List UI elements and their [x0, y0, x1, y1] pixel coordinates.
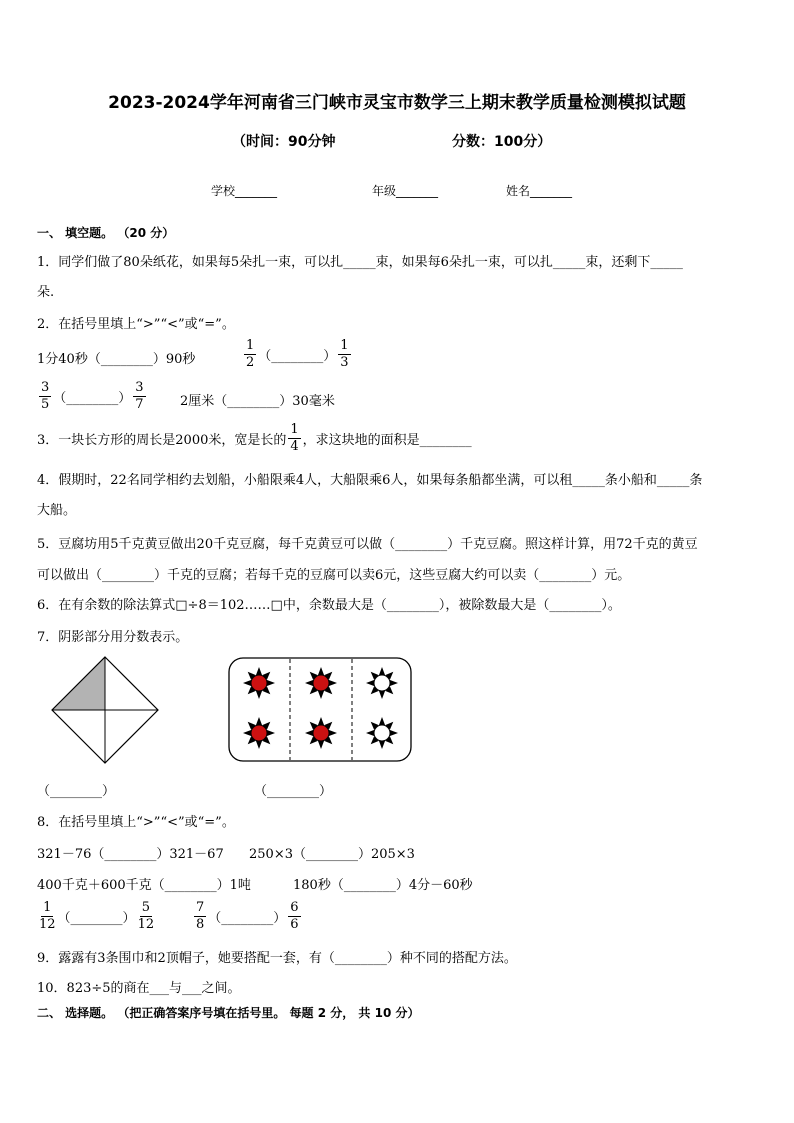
name-field: 姓名_______	[506, 184, 573, 198]
fraction: $\frac{6}{6}$	[290, 900, 299, 932]
fraction: $\frac{7}{8}$	[196, 900, 205, 932]
section-2-heading: 二、 选择题。 （把正确答案序号填在括号里。 每题 2 分， 共 10 分）	[37, 1006, 420, 1020]
fraction: $\frac{1}{3}$	[340, 338, 349, 370]
sun-icon-filled	[243, 667, 275, 699]
q8-row3-a	[37, 900, 156, 933]
q2-item-c	[37, 380, 148, 413]
q3	[37, 422, 472, 455]
q7-stem: 7．阴影部分用分数表示。	[37, 630, 189, 645]
sun-icon-empty	[366, 717, 398, 749]
q4-line1: 4．假期时，22名同学相约去划船，小船限乘4人，大船限乘6人，如果每条船都坐满，可以租_____条小船和_____条	[37, 473, 703, 488]
answer-blank: （________）	[258, 349, 337, 364]
q8-row1-a: 321－76（________）321－67	[37, 847, 224, 862]
answer-blank: （________）	[53, 391, 132, 406]
exam-score: 分数：100分）	[452, 134, 552, 150]
q8-row1-b: 250×3（________）205×3	[249, 847, 415, 862]
answer-blank: （________）	[57, 911, 136, 926]
q3-text-end: ，求这块地的面积是________	[302, 433, 472, 448]
exam-time: （时间：90分钟	[232, 134, 336, 150]
sun-figure	[228, 657, 413, 763]
q4-line2: 大船。	[37, 503, 77, 518]
fraction: $\frac{5}{12}$	[137, 900, 155, 932]
sun-icon-filled	[305, 667, 337, 699]
q3-text: 3．一块长方形的周长是2000米，宽是长的	[37, 433, 287, 448]
fraction: $\frac{1}{12}$	[39, 900, 56, 932]
school-field: 学校_______	[211, 184, 278, 198]
q5-line1: 5．豆腐坊用5千克黄豆做出20千克豆腐，每千克黄豆可以做（________）千克豆腐。照这样计算，用72千克的黄豆	[37, 537, 698, 552]
q2-item-b	[242, 338, 353, 371]
q1-line2: 朵.	[37, 285, 55, 300]
answer-blank: （________）	[208, 911, 287, 926]
q2-stem: 2．在括号里填上“>”“<”或“=”。	[37, 317, 235, 332]
q1-line1: 1．同学们做了80朵纸花，如果每5朵扎一束，可以扎_____束，如果每6朵扎一束，可以扎_____束，还剩下_____	[37, 255, 683, 270]
fraction: $\frac{1}{2}$	[246, 338, 255, 370]
q7-blank-2: （________）	[254, 784, 333, 799]
q8-row2-a: 400千克＋600千克（________）1吨	[37, 878, 251, 893]
fraction: $\frac{3}{5}$	[41, 380, 50, 412]
section-1-heading: 一、 填空题。 （20 分）	[37, 226, 175, 240]
sun-icon-filled	[305, 717, 337, 749]
grade-field: 年级_______	[372, 184, 439, 198]
q8-stem: 8．在括号里填上“>”“<”或“=”。	[37, 815, 235, 830]
q8-row3-b	[192, 900, 303, 933]
sun-icon-empty	[366, 667, 398, 699]
q9: 9．露露有3条围巾和2顶帽子，她要搭配一套，有（________）种不同的搭配方法。	[37, 951, 517, 966]
q2-item-d: 2厘米（________）30毫米	[180, 394, 335, 409]
q2-item-a: 1分40秒（________）90秒	[37, 352, 196, 367]
square-figure	[50, 655, 160, 765]
fraction: $\frac{1}{4}$	[290, 422, 299, 454]
q7-blank-1: （________）	[37, 784, 116, 799]
page-title: 2023-2024学年河南省三门峡市灵宝市数学三上期末教学质量检测模拟试题	[108, 93, 686, 113]
q8-row2-b: 180秒（________）4分－60秒	[293, 878, 473, 893]
q5-line2: 可以做出（________）千克的豆腐；若每千克的豆腐可以卖6元，这些豆腐大约可以卖（________）元。	[37, 568, 631, 583]
q10: 10．823÷5的商在___与___之间。	[37, 981, 241, 996]
fraction: $\frac{3}{7}$	[135, 380, 144, 412]
sun-icon-filled	[243, 717, 275, 749]
q6: 6．在有余数的除法算式□÷8＝102……□中，余数最大是（________），被除数最大是（________）。	[37, 598, 621, 613]
